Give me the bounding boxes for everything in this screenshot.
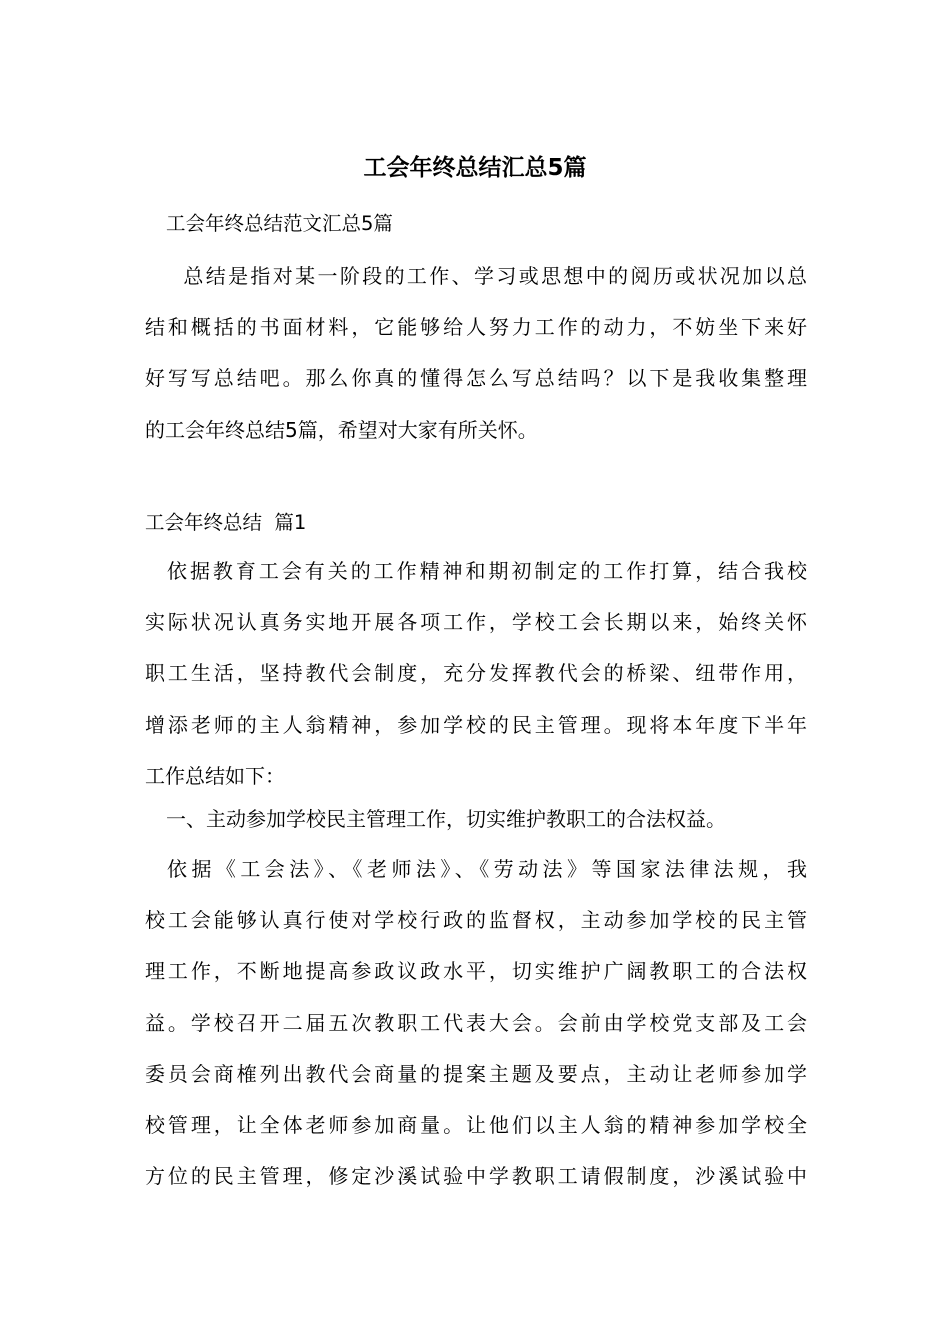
section-intro-line: 实际状况认真务实地开展各项工作，学校工会长期以来，始终关怀 (145, 610, 807, 635)
section-heading: 工会年终总结 篇1 (145, 511, 307, 534)
item-body-line: 依据《工会法》、《老师法》、《劳动法》等国家法律法规，我 (167, 857, 807, 881)
intro-line: 结和概括的书面材料，它能够给人努力工作的动力，不妨坐下来好 (145, 315, 807, 340)
intro-line: 好写写总结吧。那么你真的懂得怎么写总结吗？以下是我收集整理 (145, 366, 807, 391)
item-body-line: 委员会商榷列出教代会商量的提案主题及要点，主动让老师参加学 (145, 1061, 807, 1086)
section-intro-line: 工作总结如下： (145, 763, 285, 788)
item-body-line: 校工会能够认真行使对学校行政的监督权，主动参加学校的民主管 (145, 908, 807, 933)
item-heading: 一、主动参加学校民主管理工作，切实维护教职工的合法权益。 (166, 807, 726, 831)
document-subtitle: 工会年终总结范文汇总5篇 (166, 212, 393, 235)
intro-line: 总结是指对某一阶段的工作、学习或思想中的阅历或状况加以总 (161, 264, 807, 288)
section-intro-line: 依据教育工会有关的工作精神和期初制定的工作打算，结合我校 (167, 559, 807, 583)
section-intro-line: 增添老师的主人翁精神，参加学校的民主管理。现将本年度下半年 (145, 712, 807, 737)
intro-line: 的工会年终总结5篇，希望对大家有所关怀。 (145, 417, 538, 442)
intro-paragraph (145, 251, 807, 456)
item-body-line: 理工作，不断地提高参政议政水平，切实维护广阔教职工的合法权 (145, 959, 807, 984)
document-title: 工会年终总结汇总5篇 (363, 155, 587, 181)
item-body-paragraph (145, 844, 807, 1202)
section-intro-paragraph (145, 546, 807, 802)
item-body-line: 方位的民主管理，修定沙溪试验中学教职工请假制度，沙溪试验中 (145, 1164, 807, 1189)
item-body-line: 校管理，让全体老师参加商量。让他们以主人翁的精神参加学校全 (145, 1113, 807, 1138)
item-body-line: 益。学校召开二届五次教职工代表大会。会前由学校党支部及工会 (145, 1010, 807, 1035)
section-intro-line: 职工生活，坚持教代会制度，充分发挥教代会的桥梁、纽带作用， (145, 661, 807, 686)
